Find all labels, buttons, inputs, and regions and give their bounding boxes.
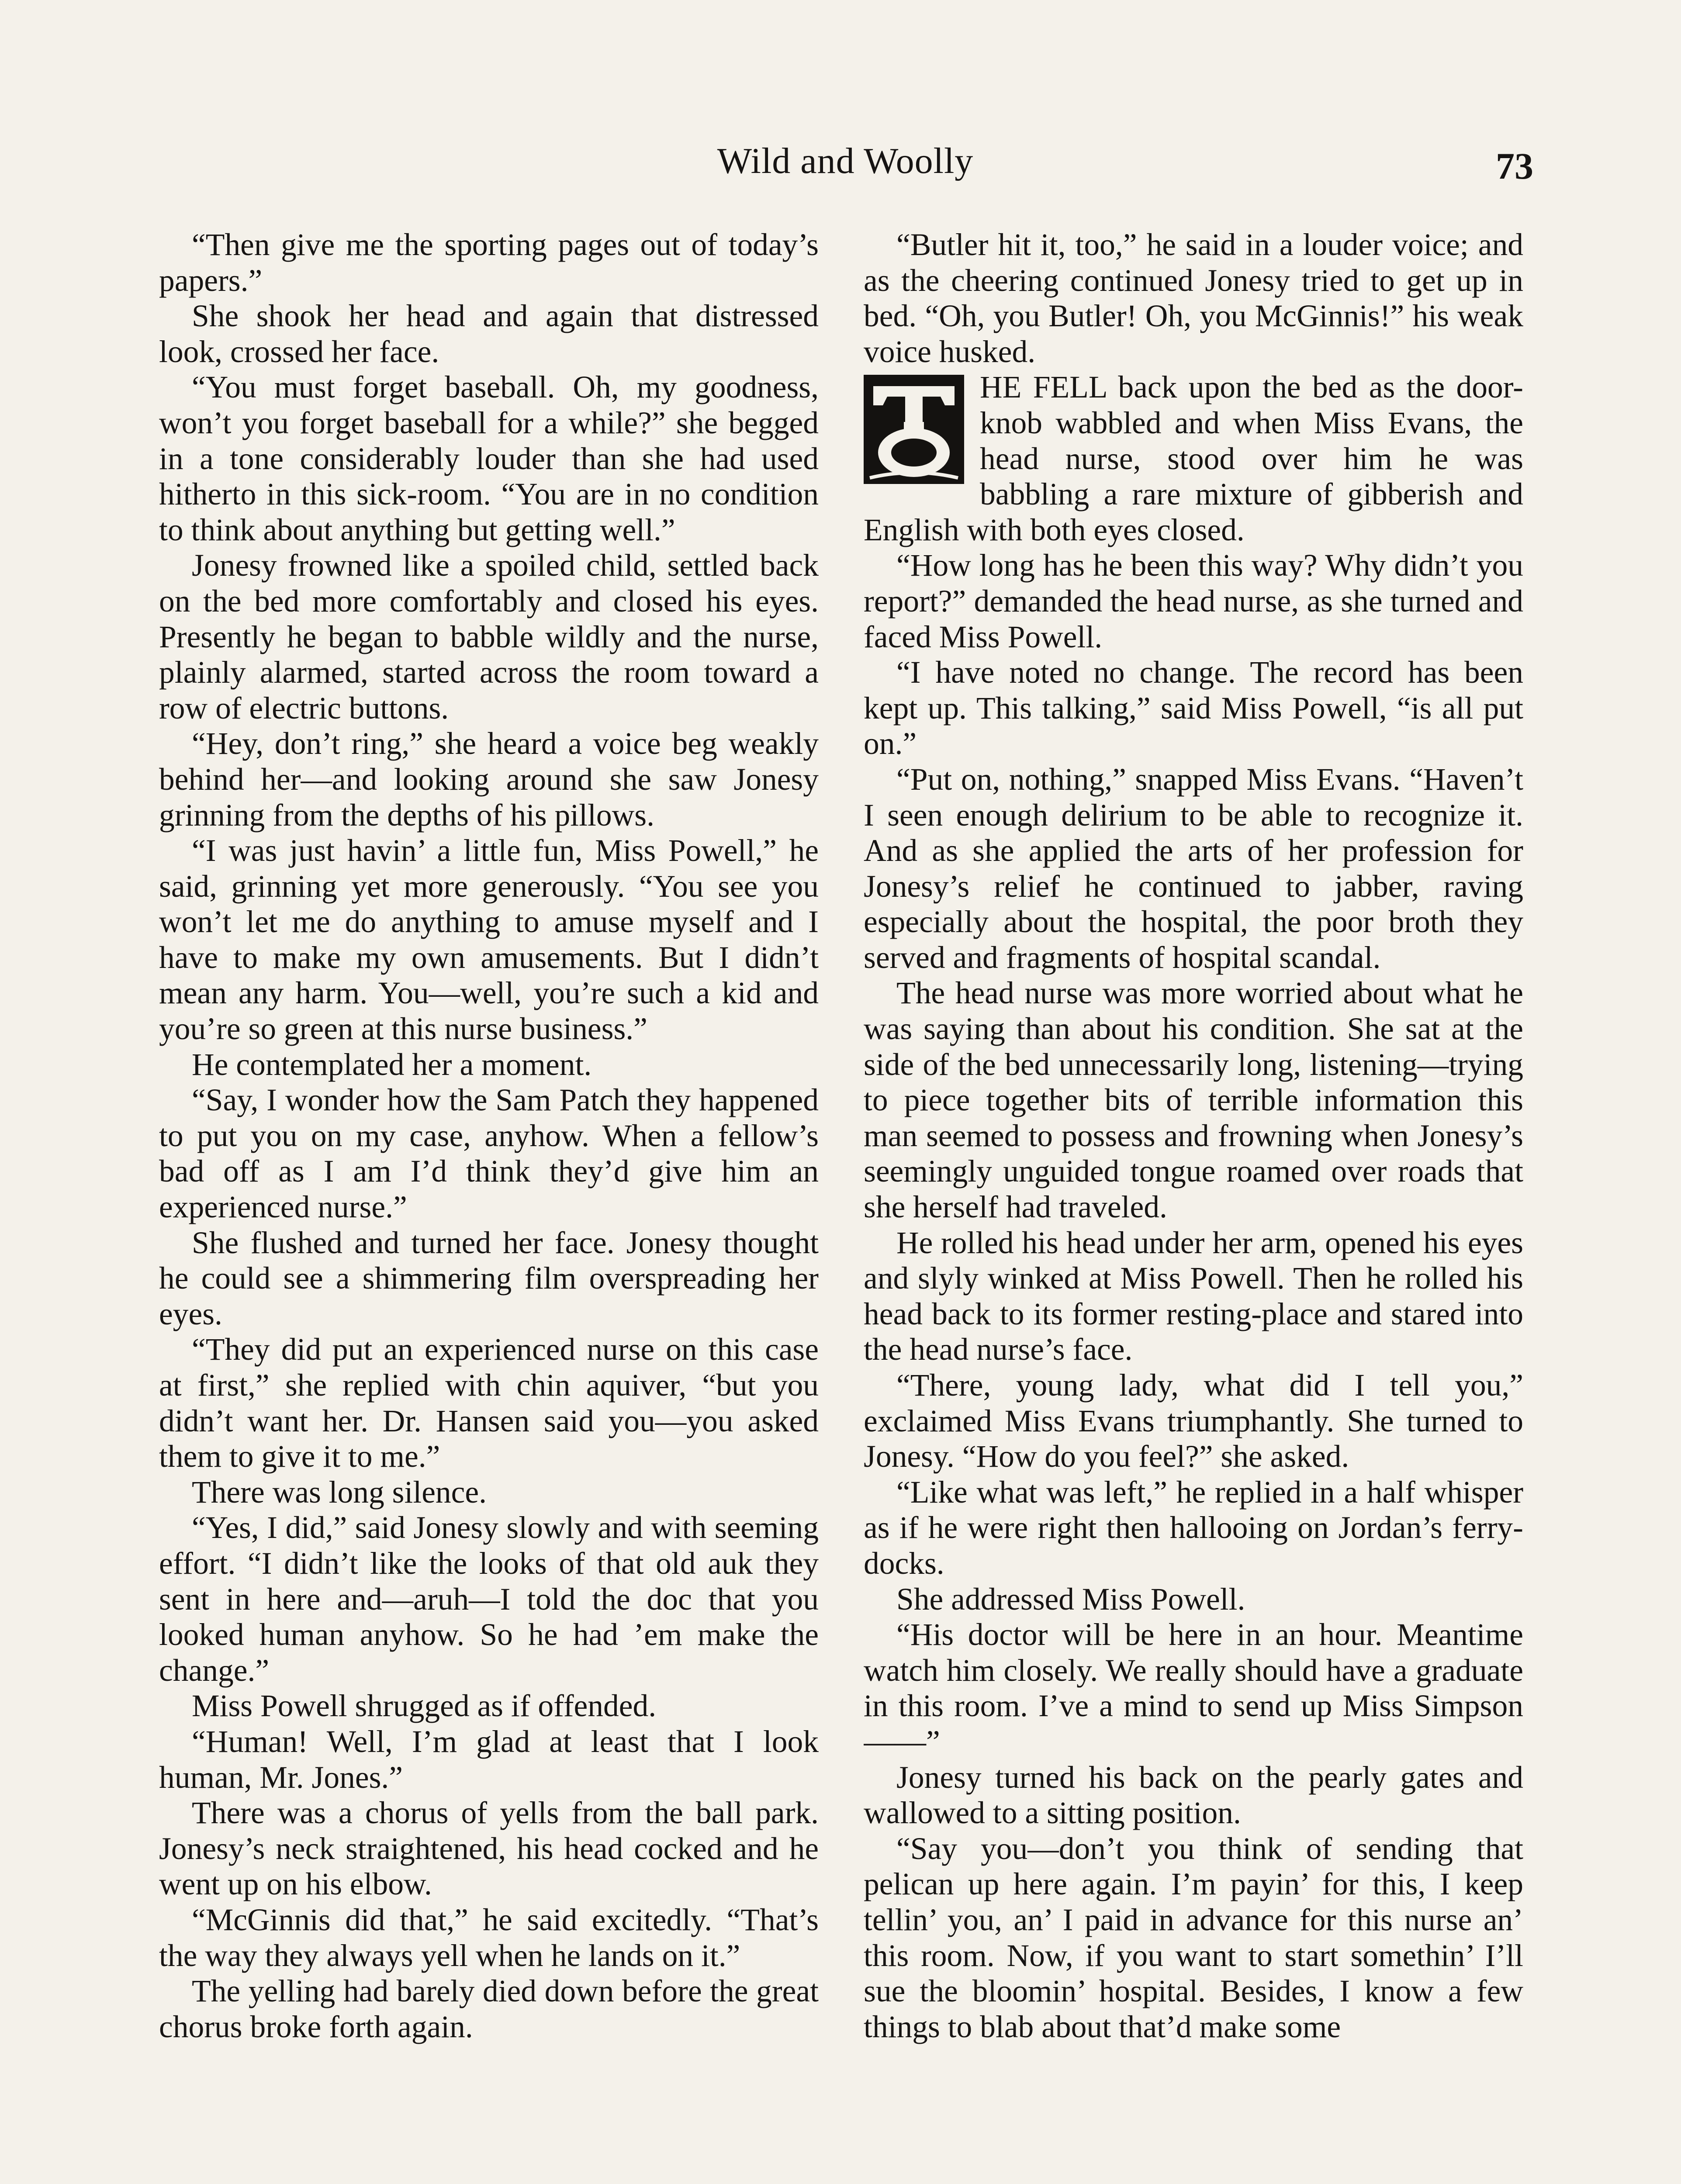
paragraph: Miss Powell shrugged as if offended. — [192, 1689, 657, 1724]
paragraph: He contemplated her a moment. — [192, 1047, 592, 1082]
left-column — [159, 227, 819, 2184]
paragraph: The head nurse was more worried about what he was saying than about his condition. She sat at the side of the bed unnecessarily long, listening—trying to piece together bits of terrible information this man seemed to possess and frowning when Jonesy’s seemingly unguided tongue roamed over roads that she herself had traveled. — [864, 976, 1523, 1225]
ornamental-t-drop-cap-icon — [864, 375, 964, 484]
paragraph: “Hey, don’t ring,” she heard a voice beg weakly behind her—and looking around she saw Jonesy grinning from the depths of his pillows. — [159, 726, 819, 833]
running-title: Wild and Woolly — [717, 141, 974, 181]
paragraph: “There, young lady, what did I tell you,” exclaimed Miss Evans triumphantly. She turned to Jonesy. “How do you feel?” she asked. — [864, 1368, 1523, 1474]
paragraph: “Put on, nothing,” snapped Miss Evans. “Haven’t I seen enough delirium to be able to recognize it. And as she applied the arts of her profession for Jonesy’s relief he continued to jabber, raving especially about the hospital, the poor broth they served and fragments of hospital scandal. — [864, 762, 1523, 975]
paragraph: “I was just havin’ a little fun, Miss Powell,” he said, grinning yet more generously. “You see you won’t let me do anything to amuse myself and I have to make my own amusements. But I didn’t mean any harm. You—well, you’re such a kid and you’re so green at this nurse business.” — [159, 833, 819, 1047]
paragraph: The yelling had barely died down before the great chorus broke forth again. — [159, 1974, 819, 2044]
paragraph: “His doctor will be here in an hour. Meantime watch him closely. We really should have a graduate in this room. I’ve a mind to send up Miss Simpson——” — [864, 1617, 1523, 1759]
paragraph: “I have noted no change. The record has been kept up. This talking,” said Miss Powell, “is all put on.” — [864, 655, 1523, 761]
paragraph: There was a chorus of yells from the ball park. Jonesy’s neck straightened, his head cocked and he went up on his elbow. — [159, 1796, 819, 1902]
paragraph: “How long has he been this way? Why didn’t you report?” demanded the head nurse, as she turned and faced Miss Powell. — [864, 548, 1523, 654]
paragraph: “Then give me the sporting pages out of today’s papers.” — [159, 228, 819, 298]
paragraph: He rolled his head under her arm, opened his eyes and slyly winked at Miss Powell. Then he rolled his head back to its former resting-place and stared into the head nurse’s face. — [864, 1225, 1523, 1367]
paragraph: “They did put an experienced nurse on this case at first,” she replied with chin aquiver, “but you didn’t want her. Dr. Hansen said you—you asked them to give it to me.” — [159, 1332, 819, 1474]
paragraph: “Like what was left,” he replied in a half whisper as if he were right then hallooing on Jordan’s ferry-docks. — [864, 1475, 1523, 1581]
paragraph: Jonesy turned his back on the pearly gates and wallowed to a sitting position. — [864, 1760, 1523, 1831]
right-column — [864, 227, 1523, 2184]
paragraph: “Say, I wonder how the Sam Patch they happened to put you on my case, anyhow. When a fellow’s bad off as I am I’d think they’d give him an experienced nurse.” — [159, 1083, 819, 1225]
paragraph: “Butler hit it, too,” he said in a louder voice; and as the cheering continued Jonesy tried to get up in bed. “Oh, you Butler! Oh, you McGinnis!” his weak voice husked. — [864, 228, 1523, 369]
page-number: 73 — [1496, 145, 1533, 187]
running-head — [157, 131, 1533, 197]
paragraph: “Say you—don’t you think of sending that pelican up here again. I’m payin’ for this, I keep tellin’ you, an’ I paid in advance for this nurse an’ this room. Now, if you want to start somethin’ I’ll sue the bloomin’ hospital. Besides, I know a few things to blab about that’d make some — [864, 1831, 1523, 2044]
drop-paragraph-text: HE FELL back upon the bed as the door-knob wabbled and when Miss Evans, the head nurse, stood over him he was babbling a rare mixture of gibberish and English with both eyes closed. — [864, 370, 1523, 547]
drop-cap-paragraph — [864, 370, 1523, 548]
paragraph: There was long silence. — [192, 1475, 487, 1510]
paragraph: “Yes, I did,” said Jonesy slowly and with seeming effort. “I didn’t like the looks of that old auk they sent in here and—aruh—I told the doc that you looked human anyhow. So he had ’em make the change.” — [159, 1510, 819, 1688]
paragraph: She addressed Miss Powell. — [896, 1582, 1245, 1617]
paragraph: “McGinnis did that,” he said excitedly. “That’s the way they always yell when he lands on it.” — [159, 1902, 819, 1973]
paragraph: “Human! Well, I’m glad at least that I look human, Mr. Jones.” — [159, 1724, 819, 1795]
paragraph: She shook her head and again that distressed look, crossed her face. — [159, 299, 819, 369]
paragraph: “You must forget baseball. Oh, my goodness, won’t you forget baseball for a while?” she begged in a tone considerably louder than she had used hitherto in this sick-room. “You are in no condition to think about anything but getting well.” — [159, 370, 819, 547]
paragraph: Jonesy frowned like a spoiled child, settled back on the bed more comfortably and closed his eyes. Presently he began to babble wildly and the nurse, plainly alarmed, started across the room toward a row of electric buttons. — [159, 548, 819, 726]
paragraph: She flushed and turned her face. Jonesy thought he could see a shimmering film overspreading her eyes. — [159, 1225, 819, 1331]
